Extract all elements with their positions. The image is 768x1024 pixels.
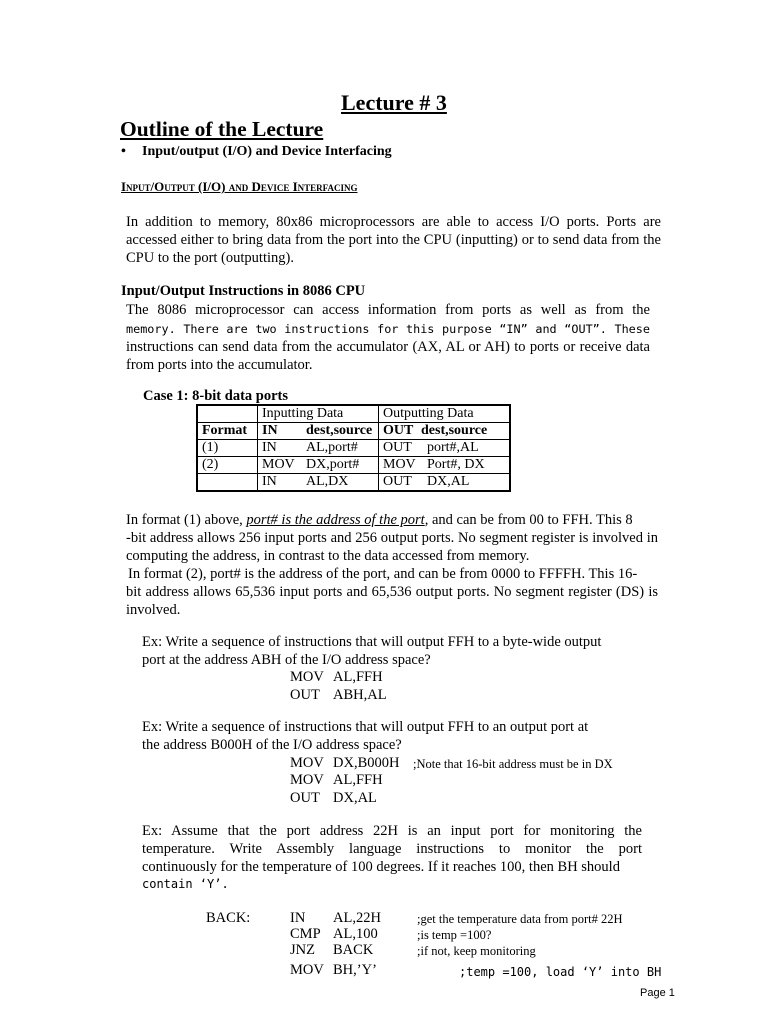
row-output-args: port#,AL <box>427 440 479 455</box>
format2-rest: bit address allows 65,536 input ports and 65,536 output ports. No segment register (DS) is involved. <box>126 584 658 619</box>
out-op: OUT <box>383 423 414 438</box>
row-format: (2) <box>197 457 258 474</box>
instructions-line-1: The 8086 microprocessor can access information from ports as well as from the <box>126 302 650 318</box>
row-format: (1) <box>197 440 258 457</box>
row-output <box>379 457 511 474</box>
code-arg: AL,22H <box>333 910 381 926</box>
row-input <box>258 440 379 457</box>
row-format <box>197 474 258 492</box>
row-output-op: OUT <box>383 440 412 455</box>
code-arg: AL,FFH <box>333 772 383 788</box>
header-in-syntax <box>258 423 379 440</box>
example2-line-2: the address B000H of the I/O address space? <box>142 737 402 753</box>
format1-line-1 <box>126 511 633 529</box>
table-corner <box>197 405 258 423</box>
code-op: MOV <box>290 755 324 771</box>
row-output-args: DX,AL <box>427 474 470 489</box>
table-row <box>197 440 510 457</box>
code-op: MOV <box>290 669 324 685</box>
format1-rest: -bit address allows 256 input ports and 256 output ports. No segment register is involved in computing the address, in contrast to the data accessed from memory. <box>126 530 658 565</box>
instructions-paragraph-rest: instructions can send data from the accumulator (AX, AL or AH) to ports or receive data from ports into the accumulator. <box>126 339 650 374</box>
row-input-args: AL,port# <box>306 440 358 455</box>
outline-item: Input/output (I/O) and Device Interfacing <box>142 144 392 159</box>
code-arg: ABH,AL <box>333 687 387 703</box>
example3-line-4: contain ‘Y’. <box>142 877 229 891</box>
format1-prefix: In format (1) above, <box>126 512 247 528</box>
bullet-marker: • <box>121 144 126 159</box>
code-arg: AL,100 <box>333 926 378 942</box>
header-out-syntax <box>379 423 511 440</box>
row-output-op: OUT <box>383 474 412 489</box>
example1-line-2: port at the address ABH of the I/O address space? <box>142 652 431 668</box>
code-op: OUT <box>290 790 320 806</box>
code-op: MOV <box>290 962 324 978</box>
out-args: dest,source <box>421 423 488 438</box>
header-inputting: Inputting Data <box>258 405 379 423</box>
row-output <box>379 440 511 457</box>
header-outputting: Outputting Data <box>379 405 511 423</box>
row-input-args: AL,DX <box>306 474 349 489</box>
code-op: MOV <box>290 772 324 788</box>
example3-line-1: Ex: Assume that the port address 22H is an input port for monitoring the <box>142 823 642 839</box>
table-row <box>197 457 510 474</box>
format1-suffix: , and can be from 00 to FFH. This 8 <box>424 512 633 528</box>
code-op: JNZ <box>290 942 315 958</box>
example3-line-2: temperature. Write Assembly language instructions to monitor the port <box>142 841 642 857</box>
example3-line-3: continuously for the temperature of 100 degrees. If it reaches 100, then BH should <box>142 859 620 875</box>
in-args: dest,source <box>306 423 373 438</box>
row-input-op: MOV <box>262 457 295 472</box>
code-arg: BH,’Y’ <box>333 962 377 978</box>
code-comment: ;is temp =100? <box>417 928 492 942</box>
in-op: IN <box>262 423 278 438</box>
row-input-args: DX,port# <box>306 457 360 472</box>
header-format: Format <box>197 423 258 440</box>
code-op: OUT <box>290 687 320 703</box>
code-comment: ;get the temperature data from port# 22H <box>417 912 623 926</box>
row-output <box>379 474 511 492</box>
code-arg: BACK <box>333 942 374 958</box>
instructions-line-2: memory. There are two instructions for this purpose “IN” and “OUT”. These <box>126 322 650 336</box>
row-input-op: IN <box>262 440 277 455</box>
code-label: BACK: <box>206 910 251 926</box>
case1-heading: Case 1: 8-bit data ports <box>143 388 288 404</box>
row-output-op: MOV <box>383 457 416 472</box>
row-input <box>258 474 379 492</box>
code-op: IN <box>290 910 306 926</box>
format2-line-1: In format (2), port# is the address of the port, and can be from 0000 to FFFFH. This 16- <box>128 566 638 582</box>
port-instructions-table <box>196 404 511 492</box>
code-comment: ;temp =100, load ‘Y’ into BH <box>459 965 662 979</box>
code-comment: ;if not, keep monitoring <box>417 944 536 958</box>
code-arg: DX,AL <box>333 790 377 806</box>
lecture-title: Lecture # 3 <box>341 90 447 115</box>
row-input-op: IN <box>262 474 277 489</box>
intro-paragraph: In addition to memory, 80x86 microprocessors are able to access I/O ports. Ports are accessed either to bring data from the port into the CPU (inputting) or to send data from the CPU to the port (outputting). <box>126 214 661 267</box>
outline-heading: Outline of the Lecture <box>120 117 324 141</box>
code-arg: DX,B000H <box>333 755 400 771</box>
code-comment: ;Note that 16-bit address must be in DX <box>413 757 613 771</box>
instructions-heading: Input/Output Instructions in 8086 CPU <box>121 283 366 299</box>
row-input <box>258 457 379 474</box>
table-row <box>197 474 510 492</box>
format1-emphasis: port# is the address of the port <box>246 512 425 528</box>
page-number: Page 1 <box>640 987 675 999</box>
code-op: CMP <box>290 926 321 942</box>
code-arg: AL,FFH <box>333 669 383 685</box>
section-heading: Input/Output (I/O) and Device Interfacing <box>121 179 358 194</box>
example2-line-1: Ex: Write a sequence of instructions that will output FFH to an output port at <box>142 719 589 735</box>
row-output-args: Port#, DX <box>427 457 485 472</box>
example1-line-1: Ex: Write a sequence of instructions that will output FFH to a byte-wide output <box>142 634 602 650</box>
